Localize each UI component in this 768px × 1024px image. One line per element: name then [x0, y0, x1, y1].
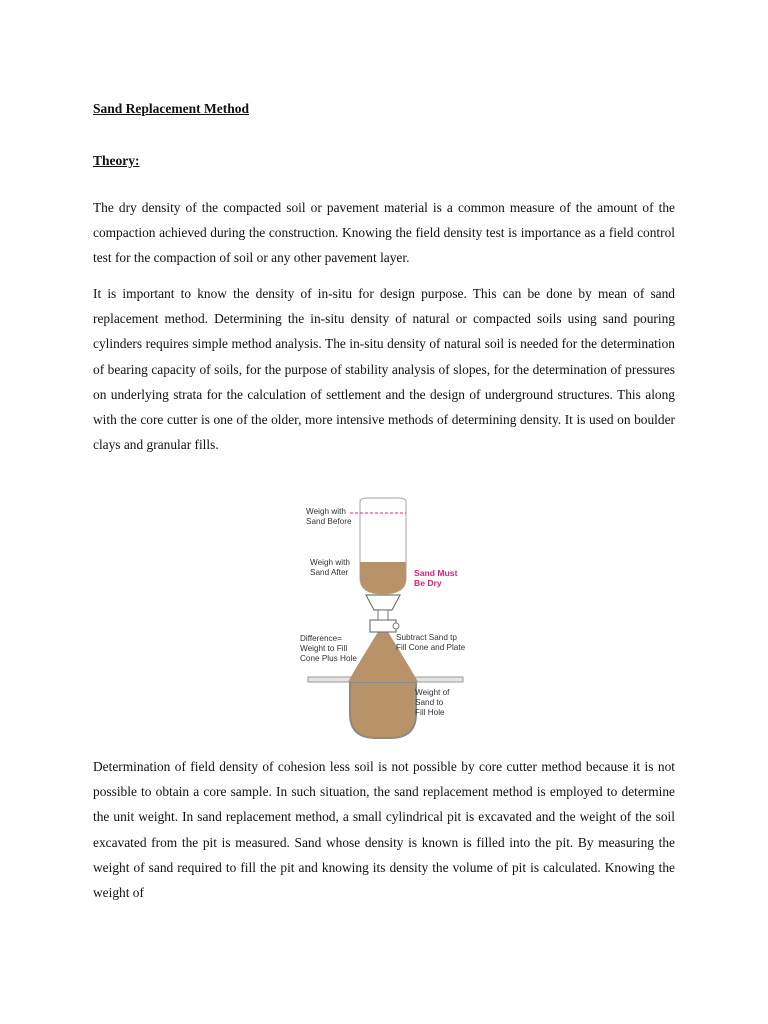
label-difference-1: Difference=: [300, 634, 342, 643]
paragraph-3: Determination of field density of cohesion less soil is not possible by core cutter method because it is not possible to obtain a core sample. In such situation, the sand replacement method is employed to determine the unit weight. In sand replacement method, a small cylindrical pit is excavated and the weight of the soil excavated from the pit is measured. Sand whose density is known is filled into the pit. By measuring the weight of sand required to fill the pit and knowing its density the volume of pit is calculated. Knowing the weight of: [93, 759, 675, 901]
label-hole-2: Sand to: [415, 698, 444, 707]
label-weigh-before-2: Sand Before: [306, 517, 352, 526]
label-sand-dry-1: Sand Must: [414, 568, 458, 578]
label-weigh-after-1: Weigh with: [310, 558, 350, 567]
label-hole-3: Fill Hole: [415, 708, 445, 717]
label-sand-dry-2: Be Dry: [414, 578, 442, 588]
valve: [370, 620, 396, 632]
label-weigh-before-1: Weigh with: [306, 507, 346, 516]
document-title: Sand Replacement Method: [93, 101, 249, 116]
paragraph-2: It is important to know the density of in-situ for design purpose. This can be done by mean of sand replacement method. Determining the in-situ density of natural or compacted soils using sand pouring cylinders requires simple method analysis. The in-situ density of natural soil is needed for the determination of bearing capacity of soils, for the purpose of stability analysis of slopes, for the determination of pressures on underlying strata for the calculation of settlement and the design of underground structures. This along with the core cutter is one of the older, more intensive methods of determining density. It is used on boulder clays and granular fills.: [93, 286, 675, 453]
label-weigh-after-2: Sand After: [310, 568, 349, 577]
label-subtract-1: Subtract Sand tp: [396, 633, 457, 642]
sand-filled-hole: [350, 682, 416, 738]
funnel: [366, 595, 400, 610]
valve-knob: [393, 623, 399, 629]
label-difference-3: Cone Plus Hole: [300, 654, 357, 663]
paragraph-1: The dry density of the compacted soil or pavement material is a common measure of the amount of the compaction achieved during the construction. Knowing the field density test is importance as a field control test for the compaction of soil or any other pavement layer.: [93, 200, 675, 266]
theory-heading: Theory:: [93, 153, 140, 168]
label-hole-1: Weight of: [415, 688, 450, 697]
sand-replacement-diagram: [298, 492, 474, 740]
label-subtract-2: Fill Cone and Plate: [396, 643, 466, 652]
funnel-neck: [378, 610, 388, 620]
label-difference-2: Weight to Fill: [300, 644, 348, 653]
sand-in-cylinder: [360, 562, 406, 594]
